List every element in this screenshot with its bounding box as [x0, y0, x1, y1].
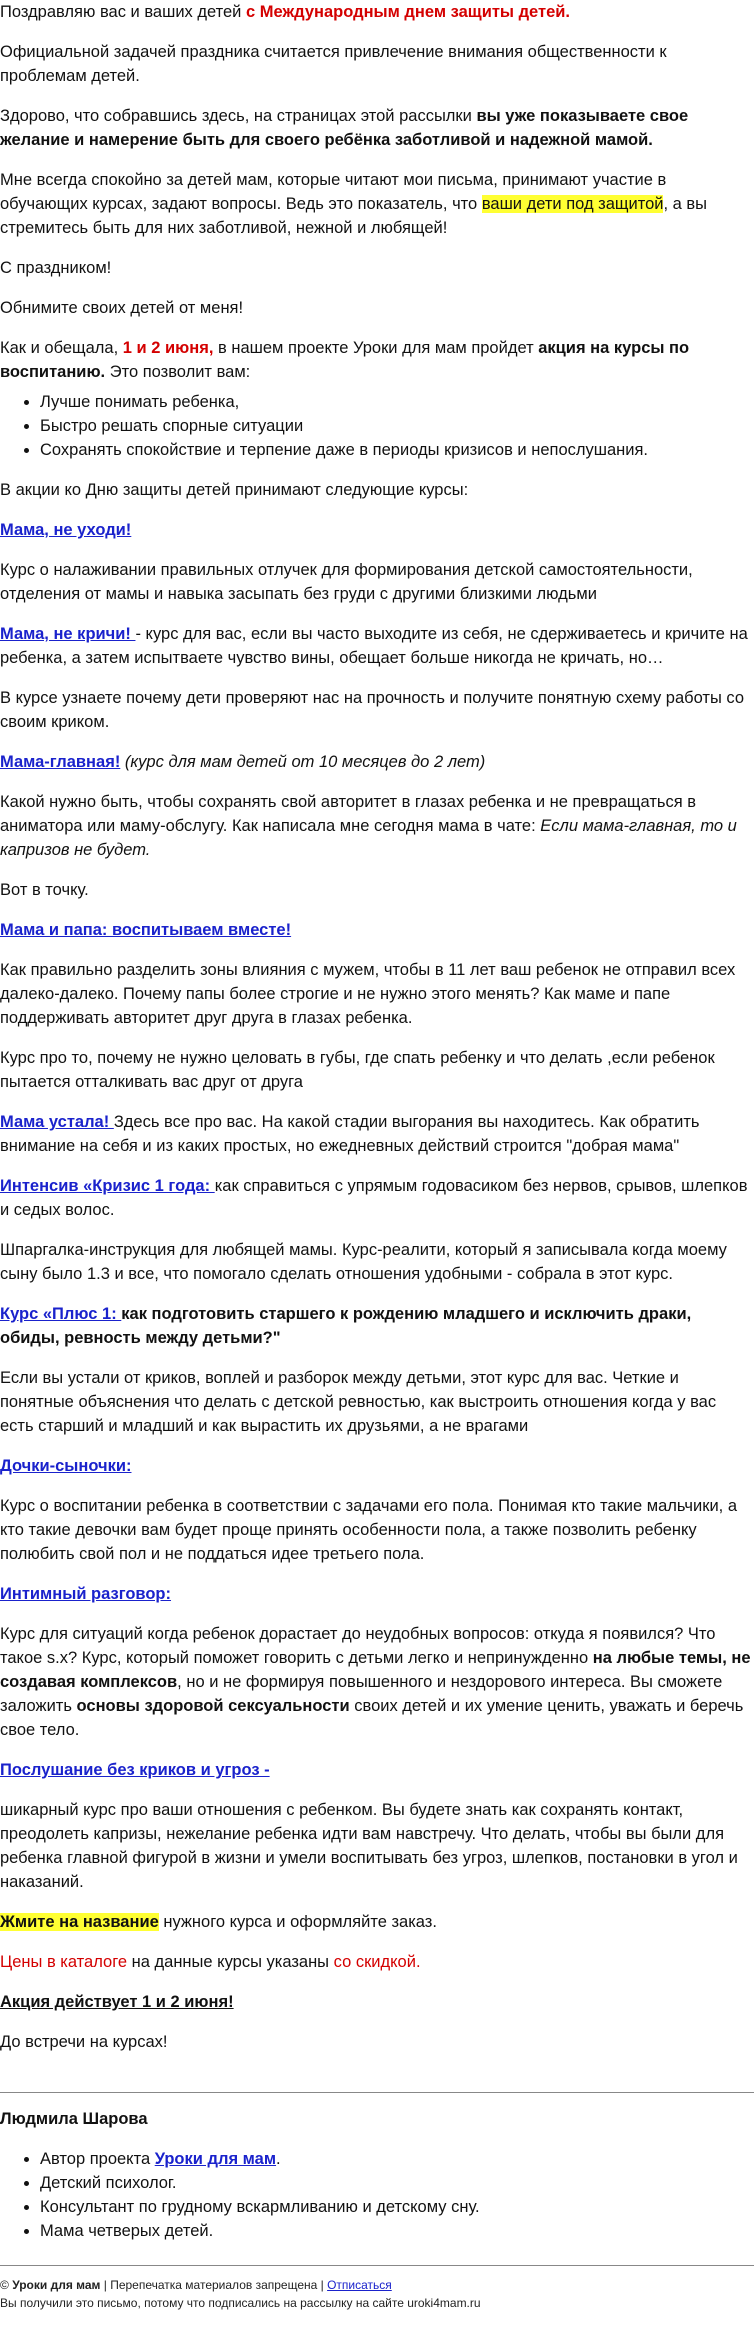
- course-link-mama-ne-krichi[interactable]: Мама, не кричи!: [0, 625, 136, 643]
- course-7-desc: Если вы устали от криков, воплей и разборок между детьми, этот курс для вас. Четкие и понятные объяснения что делать с детской ревностью, как выстроить отношения когда у вас есть старший и младший и как вырастить их друзьями, а не врагами: [0, 1369, 717, 1435]
- footer-note: Вы получили это письмо, потому что подписались на рассылку на сайте uroki4mam.ru: [0, 2296, 481, 2310]
- footer-brand: Уроки для мам: [12, 2278, 101, 2292]
- paragraph-hug: Обнимите своих детей от меня!: [0, 299, 244, 317]
- promo-dates-note: Акция действует 1 и 2 июня!: [0, 1993, 234, 2011]
- list-item: • Мама четверых детей.: [40, 2219, 754, 2243]
- course-8: [0, 1454, 754, 1478]
- course-link-dochki-synochki[interactable]: Дочки-сыночки:: [0, 1457, 132, 1475]
- signature-name: Людмила Шарова: [0, 2110, 148, 2128]
- course-2: Мама, не кричи! - курс для вас, если вы часто выходите из себя, не сдерживаетесь и кричите на ребенка, а затем испытваете чувство вины, обещает больше никогда не кричать, но…: [0, 625, 748, 667]
- list-item: • Детский психолог.: [40, 2171, 754, 2195]
- signature-list: [0, 2147, 754, 2243]
- course-link-mama-i-papa[interactable]: Мама и папа: воспитываем вместе!: [0, 921, 292, 939]
- prices-note: Цены в каталоге на данные курсы указаны со скидкой.: [0, 1953, 421, 1971]
- list-item: • Быстро решать спорные ситуации: [40, 414, 754, 438]
- greeting-highlight: с Международным днем защиты детей.: [246, 3, 571, 21]
- list-item: • Сохранять спокойствие и терпение даже в периоды кризисов и непослушания.: [40, 438, 754, 462]
- unsubscribe-link[interactable]: Отписаться: [327, 2278, 392, 2292]
- paragraph-calm: Мне всегда спокойно за детей мам, которые читают мои письма, принимают участие в обучающих курсах, задают вопросы. Ведь это показатель, что ваши дети под защитой, а вы стремитесь быть для них заботливой, нежной и любящей!: [0, 171, 708, 237]
- paragraph-congrats: С праздником!: [0, 259, 112, 277]
- protected-highlight: ваши дети под защитой: [481, 195, 664, 213]
- course-4-desc: Как правильно разделить зоны влияния с мужем, чтобы в 11 лет ваш ребенок не отправил всех далеко-далеко. Почему папы более строгие и не нужно этого менять? Как маме и папе поддерживать авторитет друг друга в глазах ребенка.: [0, 961, 736, 1027]
- paragraph-courses-intro: В акции ко Дню защиты детей принимают следующие курсы:: [0, 481, 469, 499]
- course-1: [0, 518, 754, 542]
- promo-dates: 1 и 2 июня,: [122, 339, 214, 357]
- greeting: [0, 0, 754, 24]
- cta-highlight: Жмите на название: [0, 1913, 159, 1931]
- course-1-desc: Курс о налаживании правильных отлучек для формирования детской самостоятельности, отделения от мамы и навыка засыпать без груди с другими близкими людьми: [0, 561, 693, 603]
- paragraph-promise: Как и обещала, 1 и 2 июня, в нашем проекте Уроки для мам пройдет акция на курсы по воспитанию. Это позволит вам:: [0, 339, 690, 381]
- course-10: [0, 1758, 754, 1782]
- paragraph-goal: Официальной задачей праздника считается привлечение внимания общественности к проблемам детей.: [0, 43, 667, 85]
- course-8-desc: Курс о воспитании ребенка в соответствии с задачами его пола. Понимая кто такие мальчики, а кто такие девочки вам будет проще принять особенности пола, а также позволить ребенку полюбить свой пол и не поддаться идее третьего пола.: [0, 1497, 738, 1563]
- list-item: • Автор проекта Уроки для мам.: [40, 2147, 754, 2171]
- footer-line: © Уроки для мам | Перепечатка материалов запрещена | Отписаться: [0, 2278, 392, 2292]
- course-link-poslushanie[interactable]: Послушание без криков и угроз -: [0, 1761, 270, 1779]
- divider: [0, 2092, 754, 2093]
- course-link-plus-1[interactable]: Курс «Плюс 1:: [0, 1305, 122, 1323]
- course-9: [0, 1582, 754, 1606]
- course-4-desc2: Курс про то, почему не нужно целовать в губы, где спать ребенку и что делать ,если ребенок пытается отталкивать вас друг от друга: [0, 1049, 715, 1091]
- course-7: Курс «Плюс 1: как подготовить старшего к рождению младшего и исключить драки, обиды, ревность между детьми?": [0, 1305, 692, 1347]
- course-6-desc: Шпаргалка-инструкция для любящей мамы. Курс-реалити, который я записывала когда моему сыну было 1.3 и все, что помогало сделать отношения удобными - собрала в этот курс.: [0, 1241, 727, 1283]
- good-bold: вы уже показываете свое желание и намерение быть для своего ребёнка заботливой и надежной мамой.: [0, 107, 689, 149]
- course-link-krizis-1-goda[interactable]: Интенсив «Кризис 1 года:: [0, 1177, 215, 1195]
- course-5: Мама устала! Здесь все про вас. На какой стадии выгорания вы находитесь. Как обратить внимание на себя и из каких простых, но ежедневных действий строится "добрая мама": [0, 1113, 700, 1155]
- footer-divider: [0, 2265, 754, 2266]
- course-link-mama-ne-uhodi[interactable]: Мама, не уходи!: [0, 521, 132, 539]
- course-link-mama-glavnaya[interactable]: Мама-главная!: [0, 753, 121, 771]
- course-3: Мама-главная! (курс для мам детей от 10 месяцев до 2 лет): [0, 753, 486, 771]
- course-link-mama-ustala[interactable]: Мама устала!: [0, 1113, 114, 1131]
- course-9-desc: Курс для ситуаций когда ребенок дорастает до неудобных вопросов: откуда я появился? Что такое s.x? Курс, который поможет говорить с детьми легко и непринужденно на любые темы, не создавая комплексов, но и не формируя повышенного и нездорового интереса. Вы сможете заложить основы здоровой сексуальности своих детей и их умение ценить, уважать и беречь свое тело.: [0, 1625, 751, 1739]
- course-2-desc: В курсе узнаете почему дети проверяют нас на прочность и получите понятную схему работы со своим криком.: [0, 689, 745, 731]
- project-link[interactable]: Уроки для мам: [154, 2150, 277, 2168]
- footer: [0, 2276, 754, 2312]
- benefits-list: [0, 390, 754, 462]
- call-to-action: Жмите на название нужного курса и оформляйте заказ.: [0, 1913, 437, 1931]
- see-you: До встречи на курсах!: [0, 2033, 168, 2051]
- course-3-desc: Какой нужно быть, чтобы сохранять свой авторитет в глазах ребенка и не превращаться в аниматора или маму-обслугу. Как написала мне сегодня мама в чате: Если мама-главная, то и капризов не будет.: [0, 793, 737, 859]
- list-item: • Лучше понимать ребенка,: [40, 390, 754, 414]
- list-item: • Консультант по грудному вскармливанию и детскому сну.: [40, 2195, 754, 2219]
- course-3-point: Вот в точку.: [0, 881, 89, 899]
- course-6: Интенсив «Кризис 1 года: как справиться с упрямым годовасиком без нервов, срывов, шлепков и седых волос.: [0, 1177, 748, 1219]
- course-4: [0, 918, 754, 942]
- greeting-text: Поздравляю вас и ваших детей: [0, 3, 246, 21]
- course-link-intimnyi-razgovor[interactable]: Интимный разговор:: [0, 1585, 172, 1603]
- paragraph-good: Здорово, что собравшись здесь, на страницах этой рассылки вы уже показываете свое желание и намерение быть для своего ребёнка заботливой и надежной мамой.: [0, 107, 689, 149]
- course-10-desc: шикарный курс про ваши отношения с ребенком. Вы будете знать как сохранять контакт, преодолеть капризы, нежелание ребенка идти вам навстречу. Что делать, чтобы вы были для ребенка главной фигурой в жизни и умели воспитывать без угроз, шлепков, постановки в угол и наказаний.: [0, 1801, 738, 1891]
